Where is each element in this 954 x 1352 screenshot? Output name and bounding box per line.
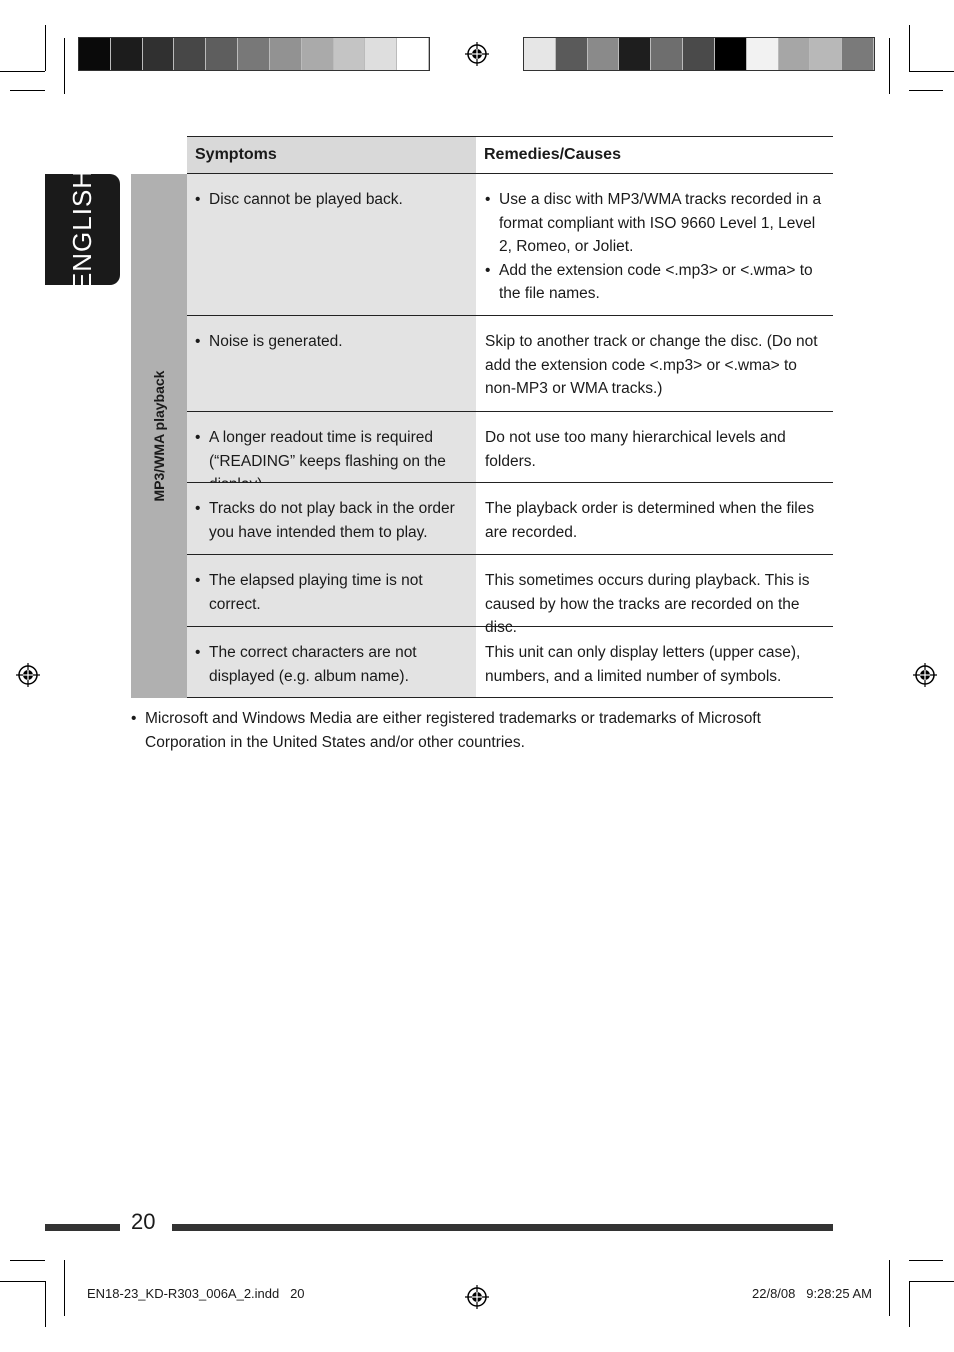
troubleshooting-table <box>131 136 833 698</box>
remedy-cell <box>476 174 833 315</box>
symptom-cell <box>187 627 476 697</box>
symptom-cell <box>187 483 476 554</box>
crop-mark <box>64 1260 65 1316</box>
remedy-cell <box>476 555 833 636</box>
registration-mark-icon <box>465 42 489 66</box>
remedy-text: Add the extension code <.mp3> or <.wma> to the file names. <box>499 261 813 302</box>
remedy-cell <box>476 412 833 482</box>
symptom-text: A longer readout time is required (“READING” keeps flashing on the <box>209 429 446 470</box>
symptom-text: Tracks do not play back in the order you have intended them to play. <box>209 500 455 541</box>
crop-mark <box>909 71 954 72</box>
crop-mark <box>889 1260 890 1316</box>
grayscale-swatch <box>683 38 715 70</box>
grayscale-strip-right <box>523 37 875 71</box>
crop-mark <box>0 1281 45 1282</box>
bullet: • <box>131 710 137 727</box>
grayscale-swatch <box>238 38 270 70</box>
table-row <box>187 412 833 483</box>
bullet: • <box>485 191 491 208</box>
section-label: MP3/WMA playback <box>151 370 167 502</box>
registration-mark-icon <box>16 663 40 687</box>
page-bar-left <box>45 1224 120 1231</box>
remedy-text: This unit can only display letters (upper case), numbers, and a limited number of symbols. <box>485 644 801 685</box>
bullet: • <box>195 500 201 517</box>
grayscale-swatch <box>779 38 811 70</box>
page-number: 20 <box>131 1209 156 1234</box>
grayscale-swatch <box>747 38 779 70</box>
header-remedies: Remedies/Causes <box>476 137 833 173</box>
crop-mark <box>64 38 65 94</box>
grayscale-swatch <box>334 38 366 70</box>
crop-mark <box>10 90 45 91</box>
symptom-text: The correct characters are not displayed (e.g. album name). <box>209 644 417 685</box>
grayscale-swatch <box>397 38 429 70</box>
table-row <box>187 174 833 316</box>
grayscale-swatch <box>365 38 397 70</box>
trademark-text: Microsoft and Windows Media are either registered trademarks or trademarks of Microsoft Corporation in the United States and/or other countries. <box>145 710 761 751</box>
crop-mark <box>909 25 910 71</box>
remedy-text: Use a disc with MP3/WMA tracks recorded in a format compliant with ISO 9660 Level 1, Level 2, Romeo, or Joliet. <box>499 191 822 255</box>
bullet: • <box>195 429 201 446</box>
slug-filename: EN18-23_KD-R303_006A_2.indd 20 <box>87 1286 305 1301</box>
remedy-cell <box>476 627 833 697</box>
remedy-text: This sometimes occurs during playback. This is caused by how the tracks are recorded on the disc. <box>485 572 810 636</box>
symptom-text: The elapsed playing time is not correct. <box>209 572 423 613</box>
crop-mark <box>909 1281 910 1327</box>
remedy-text: Do not use too many hierarchical levels and folders. <box>485 429 786 470</box>
grayscale-strip-left <box>78 37 430 71</box>
language-tab-label: ENGLISH <box>67 168 97 291</box>
symptom-text: Disc cannot be played back. <box>209 191 403 208</box>
grayscale-swatch <box>206 38 238 70</box>
grayscale-swatch <box>270 38 302 70</box>
crop-mark <box>909 1281 954 1282</box>
grayscale-swatch <box>715 38 747 70</box>
crop-mark <box>889 38 890 94</box>
remedy-text: The playback order is determined when the files are recorded. <box>485 500 815 541</box>
table-body <box>131 174 833 698</box>
bullet: • <box>195 333 201 350</box>
grayscale-swatch <box>524 38 556 70</box>
bullet: • <box>195 191 201 208</box>
crop-mark <box>909 90 943 91</box>
language-tab <box>45 168 120 291</box>
crop-mark <box>45 1281 46 1327</box>
header-symptoms: Symptoms <box>187 137 476 173</box>
bullet: • <box>195 572 201 589</box>
remedy-cell <box>476 483 833 554</box>
crop-mark <box>10 1260 45 1261</box>
crop-mark <box>0 71 45 72</box>
trademark-note <box>131 707 831 754</box>
symptom-cell <box>187 174 476 315</box>
symptom-cell <box>187 555 476 626</box>
grayscale-swatch <box>111 38 143 70</box>
grayscale-swatch <box>174 38 206 70</box>
grayscale-swatch <box>302 38 334 70</box>
grayscale-swatch <box>810 38 842 70</box>
table-row <box>187 627 833 698</box>
grayscale-swatch <box>619 38 651 70</box>
section-side-label <box>131 174 187 698</box>
table-row <box>187 316 833 412</box>
grayscale-swatch <box>842 38 874 70</box>
symptom-cell <box>187 316 476 411</box>
grayscale-swatch <box>79 38 111 70</box>
page-bar-right <box>172 1224 833 1231</box>
table-row <box>187 555 833 636</box>
registration-mark-icon <box>465 1285 489 1309</box>
crop-mark <box>909 1260 943 1261</box>
grayscale-swatch <box>143 38 175 70</box>
slug-timestamp: 22/8/08 9:28:25 AM <box>752 1286 872 1301</box>
crop-mark <box>45 25 46 71</box>
grayscale-swatch <box>651 38 683 70</box>
table-row <box>187 483 833 555</box>
grayscale-swatch <box>556 38 588 70</box>
grayscale-swatch <box>588 38 620 70</box>
bullet: • <box>485 261 491 279</box>
bullet: • <box>195 644 201 661</box>
remedy-text: Skip to another track or change the disc. (Do not add the extension code <.mp3> or <.wma> to non-MP3 or WMA tracks.) <box>485 333 818 397</box>
remedy-cell <box>476 316 833 411</box>
registration-mark-icon <box>913 663 937 687</box>
table-header <box>187 136 833 174</box>
table-rows <box>187 174 833 698</box>
symptom-cell <box>187 412 476 482</box>
symptom-text: Noise is generated. <box>209 333 343 350</box>
